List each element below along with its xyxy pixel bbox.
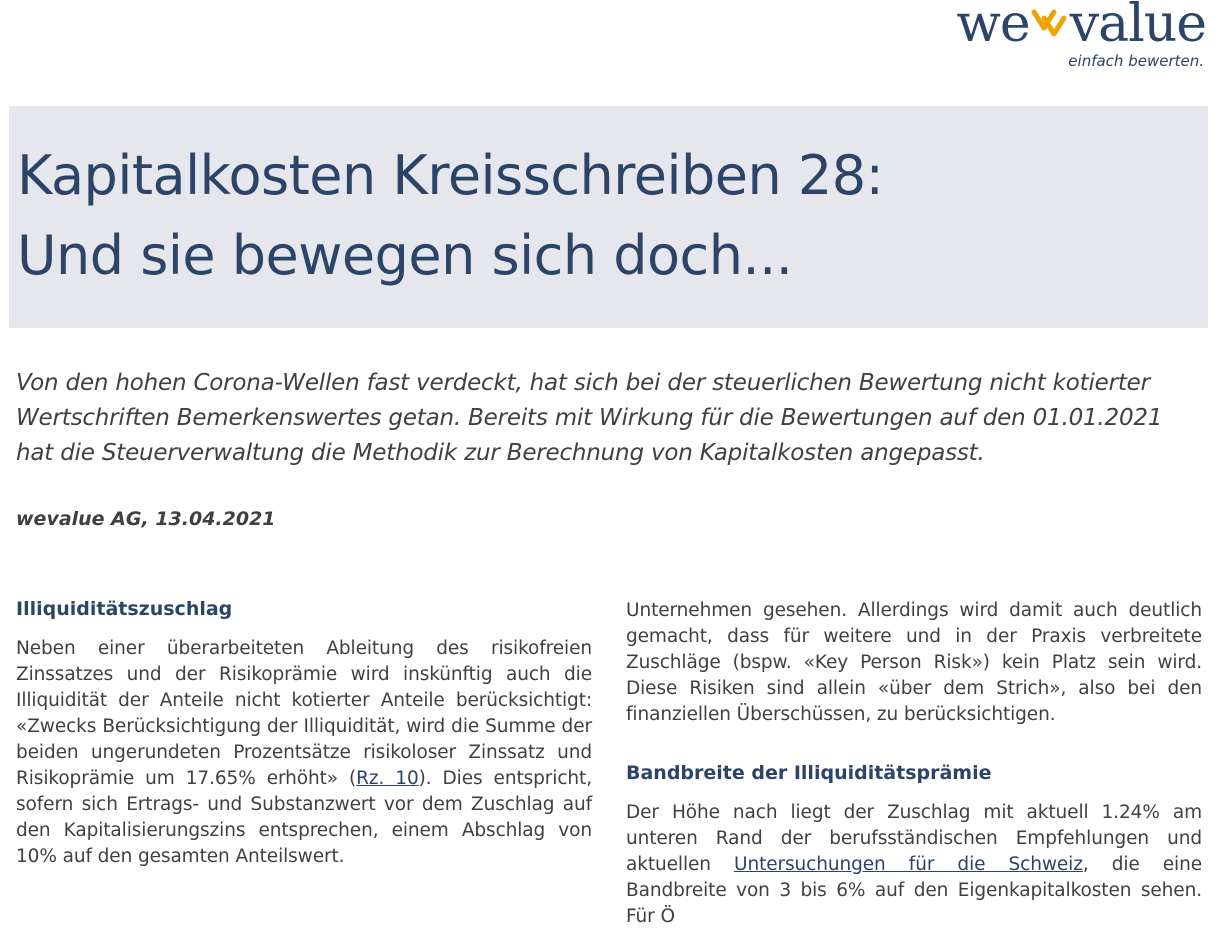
body-paragraph: [626, 800, 1202, 930]
rz-10-link[interactable]: Rz. 10: [356, 768, 419, 789]
byline: wevalue AG, 13.04.2021: [16, 508, 276, 530]
paragraph-text: ). Dies entspricht, sofern sich Ertrags- und Substanzwert vor dem Zuschlag auf den Kapitalisierungszins entsprechen, einem Abschlag von 10% auf den gesamten Anteilswert.: [16, 768, 592, 867]
paragraph-text: Der Höhe nach liegt der Zuschlag mit aktuell 1.24% am unteren Rand der berufsständischen Empfehlungen und aktuellen: [626, 802, 1202, 875]
right-column: [626, 598, 1202, 930]
title-line-1: Kapitalkosten Kreisschreiben 28:: [17, 144, 884, 207]
wevalue-logo: [926, 0, 1206, 72]
logo-wordmark: [956, 0, 1206, 54]
left-column: [16, 596, 592, 870]
body-paragraph: Unternehmen gesehen. Allerdings wird damit auch deutlich gemacht, dass für weitere und in der Praxis verbreitete Zuschläge (bspw. «Key Person Risk») kein Platz sein wird. Diese Risiken sind allein «über dem Strich», also bei den finanziellen Überschüssen, zu berücksichtigen.: [626, 600, 1202, 725]
page-title: [17, 136, 883, 296]
lead-paragraph: Von den hohen Corona-Wellen fast verdeckt, hat sich bei der steuerlichen Bewertung nicht kotierter Wertschriften Bemerkenswertes getan. Bereits mit Wirkung für die Bewertungen auf den 01.01.2021 hat die Steuerverwaltung die Methodik zur Berechnung von Kapitalkosten angepasst.: [16, 370, 1163, 466]
logo-tagline: einfach bewerten.: [1068, 52, 1204, 70]
logo-chevron-icon: [1030, 0, 1070, 54]
paragraph-text: Neben einer überarbeiteten Ableitung des risikofreien Zinssatzes und der Risikoprämie wird inskünftig auch die Illiquidität der Anteile nicht kotierter Anteile berücksichtigt: «Zwecks Berücksichtigung der Illiquidität, wird die Summe der beiden ungerundeten Prozentsätze risikoloser Zinssatz und Risikoprämie um 17.65% erhöht» (: [16, 638, 592, 789]
body-paragraph: [16, 636, 592, 870]
title-line-2: Und sie bewegen sich doch...: [17, 224, 793, 287]
section-heading-bandbreite: Bandbreite der Illiquiditätsprämie: [626, 762, 992, 784]
paragraph-text: , die eine Bandbreite von 3 bis 6% auf den Eigenkapitalkosten sehen. Für Ö: [626, 854, 1202, 927]
untersuchungen-link[interactable]: Untersuchungen für die Schweiz: [734, 854, 1083, 875]
title-banner: [9, 106, 1208, 328]
logo-word-we: we: [956, 0, 1030, 54]
section-heading-illiquiditaetszuschlag: Illiquiditätszuschlag: [16, 598, 233, 620]
logo-word-value: value: [1069, 0, 1206, 54]
